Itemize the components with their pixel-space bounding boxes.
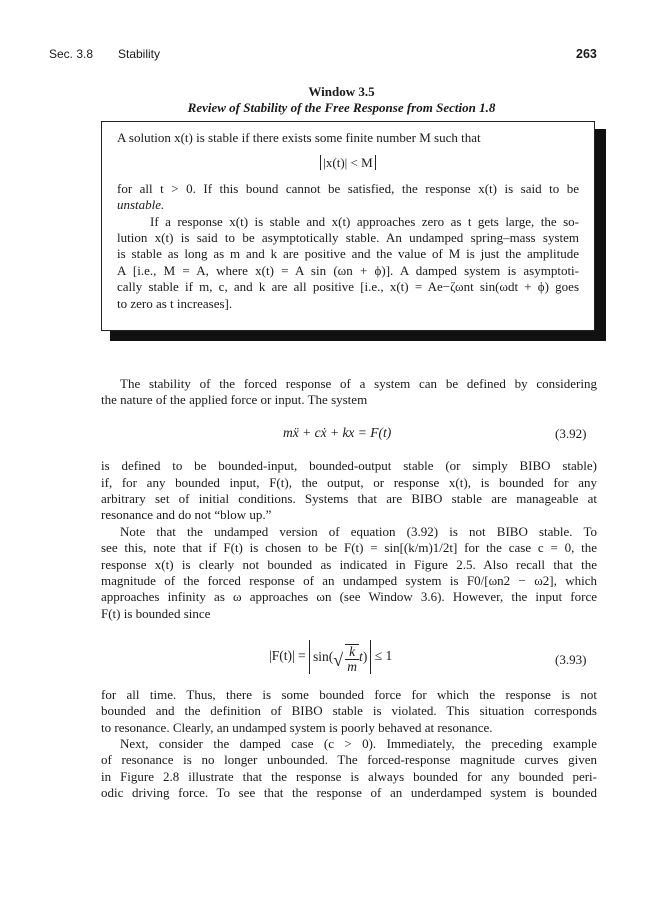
radical-sign-icon: √ — [333, 649, 344, 670]
abs-bars: sin( √ $\frac{k}{m}$ t) — [309, 640, 371, 674]
body-line: magnitude of the forced response of an undamped system is F0/[ωn2 − ω2], which — [101, 573, 597, 588]
numerator: k — [345, 645, 359, 660]
equation-3-92: mẍ + cẋ + kx = F(t) — [283, 425, 392, 440]
body-line: F(t) is bounded since — [101, 606, 211, 621]
window-title: Review of Stability of the Free Response from Section 1.8 — [187, 100, 496, 115]
page-number: 263 — [576, 47, 597, 61]
window-line: to zero as t increases]. — [117, 296, 233, 311]
equation-3-93 — [269, 640, 392, 674]
body-line: bounded and the definition of BIBO stable is violated. This situation corresponds — [101, 703, 597, 718]
sqrt — [333, 641, 359, 675]
window-line: lution x(t) is said to be asymptotically stable. An undamped spring–mass system — [117, 230, 579, 245]
body-line: Note that the undamped version of equation (3.92) is not BIBO stable. To — [120, 524, 597, 539]
body-line: the nature of the applied force or input. The system — [101, 392, 368, 407]
body-line: if, for any bounded input, F(t), the output, or response x(t), is bounded for any — [101, 475, 597, 490]
body-line: of resonance is no longer unbounded. The forced-response magnitude curves given — [101, 752, 597, 767]
window-line: is stable as long as m and k are positive and the value of M is just the amplitude — [117, 246, 579, 261]
eq-sin: sin — [313, 649, 329, 664]
body-line: see this, note that if F(t) is chosen to be F(t) = sin[(k/m)1/2t] for the case c = 0, the — [101, 540, 597, 555]
body-line: Next, consider the damped case (c > 0). Immediately, the preceding example — [120, 736, 597, 751]
eq-var: t — [359, 649, 363, 664]
body-line: for all time. Thus, there is some bounded force for which the response is not — [101, 687, 597, 702]
window-line: for all t > 0. If this bound cannot be satisfied, the response x(t) is said to be — [117, 181, 579, 196]
equation-number: (3.93) — [555, 652, 587, 667]
window-line: cally stable if m, c, and k are all positive [i.e., x(t) = Ae−ζωnt sin(ωdt + ϕ) goes — [117, 279, 579, 294]
body-line: resonance and do not “blow up.” — [101, 507, 272, 522]
window-inequality: |x(t)| < M — [101, 155, 595, 171]
body-line: is defined to be bounded-input, bounded-output stable (or simply BIBO stable) — [101, 458, 597, 473]
body-line: The stability of the forced response of a system can be defined by considering — [120, 376, 597, 391]
eq-rhs: ≤ 1 — [374, 648, 393, 664]
body-line: approaches infinity as ω approaches ωn (see Window 3.6). However, the input force — [101, 589, 597, 604]
equation-number: (3.92) — [555, 426, 587, 441]
window-label: Window 3.5 — [308, 84, 375, 99]
body-line: to resonance. Clearly, an undamped system is poorly behaved at resonance. — [101, 720, 493, 735]
body-line: odic driving force. To see that the response of an underdamped system is bounded — [101, 785, 597, 800]
eq-lhs: |F(t)| = — [269, 648, 306, 664]
section-number: Sec. 3.8 — [49, 47, 94, 61]
body-line: arbitrary set of initial conditions. Systems that are BIBO stable are manageable at — [101, 491, 597, 506]
window-line: A [i.e., M = A, where x(t) = A sin (ωn + ϕ)]. A damped system is asymptoti- — [117, 263, 579, 278]
window-line: If a response x(t) is stable and x(t) approaches zero as t gets large, the so- — [150, 214, 579, 229]
section-title: Stability — [118, 47, 161, 61]
body-line: in Figure 2.8 illustrate that the response is always bounded for any bounded peri- — [101, 769, 597, 784]
window-line: A solution x(t) is stable if there exists some finite number M such that — [117, 130, 481, 145]
denominator: m — [347, 658, 358, 674]
window-line: unstable. — [117, 197, 165, 212]
fraction — [345, 644, 359, 674]
body-line: response x(t) is clearly not bounded as indicated in Figure 2.5. Also recall that the — [101, 557, 597, 572]
